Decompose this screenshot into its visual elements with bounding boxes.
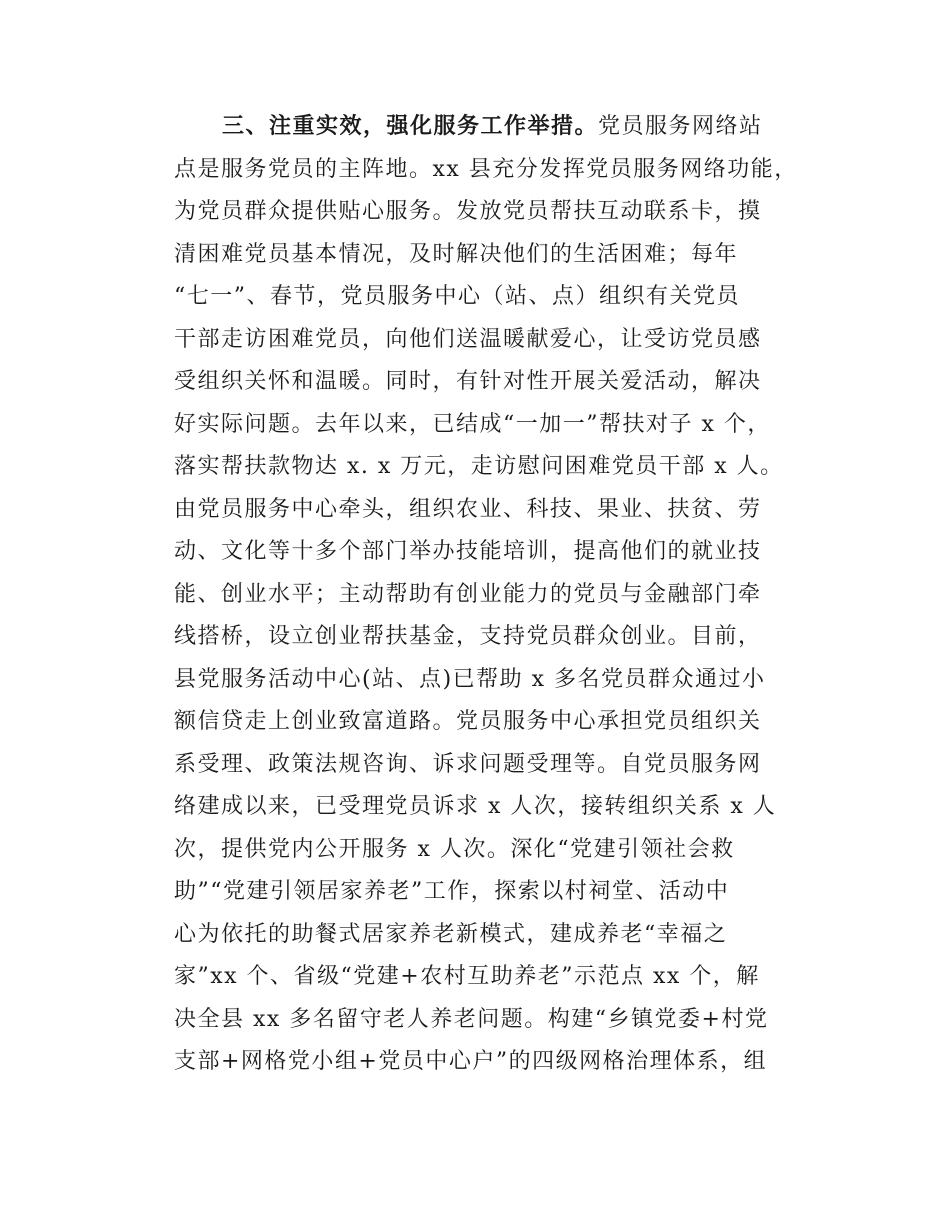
text-line: “七一”、春节，党员服务中心（站、点）组织有关党员 [174,284,740,309]
text-line: 清困难党员基本情况，及时解决他们的生活困难；每年 [174,241,739,267]
text-line: 络建成以来，已受理党员诉求 x 人次，接转组织关系 x 人 [174,794,777,819]
text-line: 家”xx 个、省级“党建+农村互助养老”示范点 xx 个，解 [174,964,760,989]
text-line: 支部+网格党小组+党员中心户”的四级网格治理体系，组 [174,1049,768,1074]
text-line: 受组织关怀和温暖。同时，有针对性开展关爱活动，解决 [174,369,762,394]
text-line: 动、文化等十多个部门举办技能培训，提高他们的就业技 [174,539,762,564]
text-line: 落实帮扶款物达 x. x 万元，走访慰问困难党员干部 x 人。 [174,454,784,479]
text-line: 次，提供党内公开服务 x 人次。深化“党建引领社会救 [174,836,735,862]
text-line: 能、创业水平；主动帮助有创业能力的党员与金融部门牵 [174,581,762,607]
text-line [174,106,804,149]
text-line: 心为依托的助餐式居家养老新模式，建成养老“幸福之 [174,921,728,947]
text-line: 点是服务党员的主阵地。xx 县充分发挥党员服务网络功能， [174,156,798,182]
text-line: 县党服务活动中心(站、点)已帮助 x 多名党员群众通过小 [174,666,766,692]
body-paragraph [174,106,804,1084]
text-line: 干部走访困难党员，向他们送温暖献爱心，让受访党员感 [174,326,762,352]
text-line: 为党员群众提供贴心服务。发放党员帮扶互动联系卡，摸 [174,199,762,224]
text-line: 由党员服务中心牵头，组织农业、科技、果业、扶贫、劳 [174,496,762,522]
text-line: 系受理、政策法规咨询、诉求问题受理等。自党员服务网 [174,751,762,777]
text-line-content: 党员服务网络站 [598,114,763,139]
text-line: 决全县 xx 多名留守老人养老问题。构建“乡镇党委+村党 [174,1006,769,1032]
text-line: 助”“党建引领居家养老”工作，探索以村祠堂、活动中 [174,879,730,904]
text-line: 线搭桥，设立创业帮扶基金，支持党员群众创业。目前， [174,624,762,649]
text-line: 好实际问题。去年以来，已结成“一加一”帮扶对子 x 个， [174,411,771,437]
section-heading: 三、注重实效，强化服务工作举措。 [222,114,599,139]
text-line: 额信贷走上创业致富道路。党员服务中心承担党员组织关 [174,709,762,734]
